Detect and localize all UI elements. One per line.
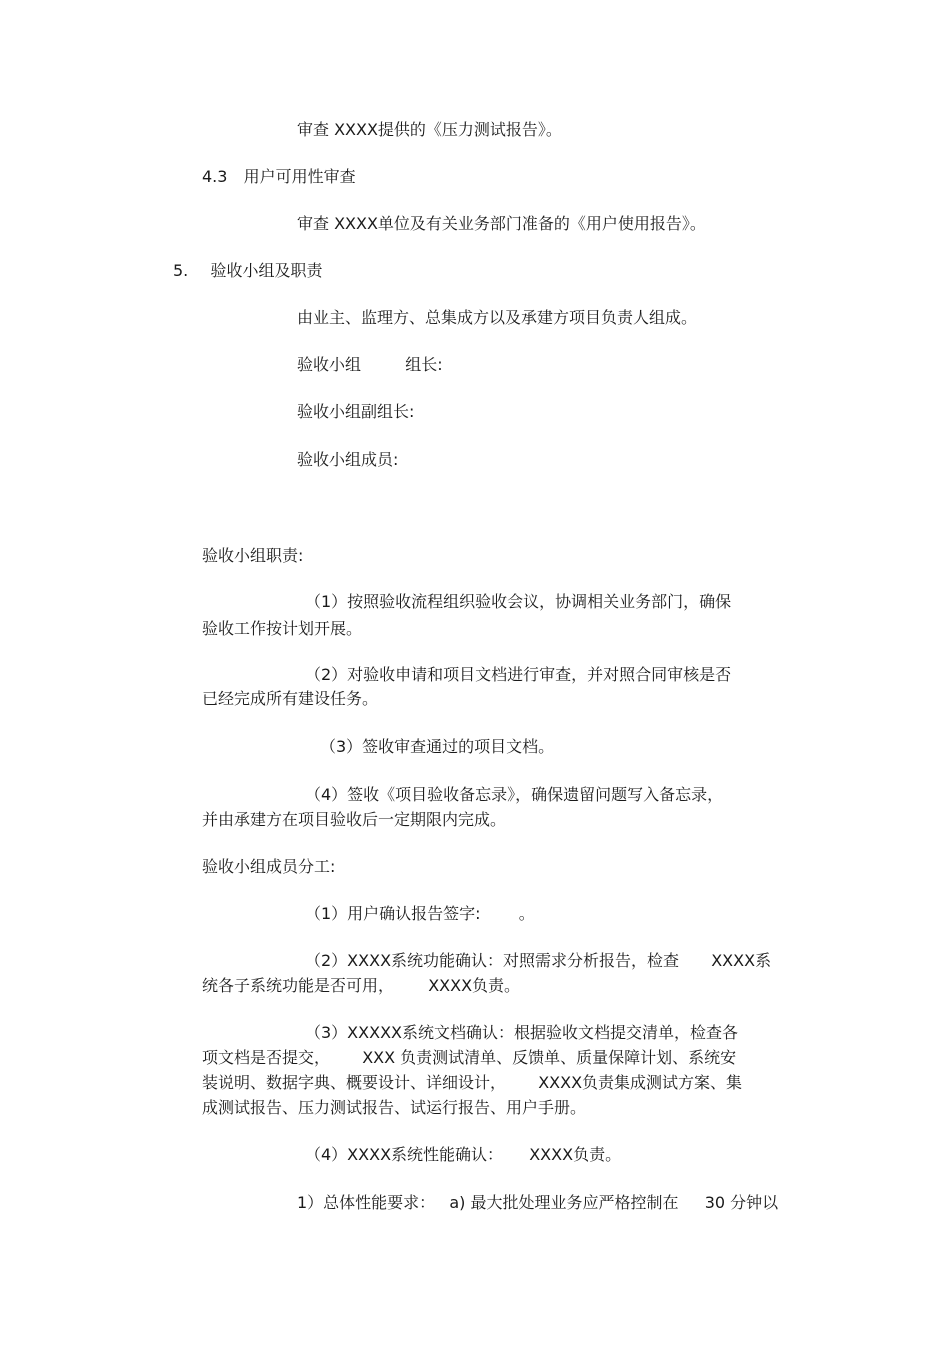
duty-item-3: （3）签收审查通过的项目文档。 [320,737,555,756]
requirement-text-continued: 30 分钟以 [704,1193,779,1212]
assignment-item-3-line-3 [202,1073,742,1093]
assignment-end-mark: 。 [518,904,535,923]
assignment-text: 项文档是否提交， [202,1048,331,1067]
section-number: 5. [173,261,189,280]
heading-member-assignments: 验收小组成员分工: [202,857,336,876]
duty-item-1-line-1: （1）按照验收流程组织验收会议，协调相关业务部门，确保 [305,592,732,611]
assignment-text-continued: XXXX负责集成测试方案、集 [538,1073,743,1092]
field-label: 组长: [405,355,443,374]
assignment-item-1 [305,904,535,924]
assignment-item-2-line-1 [305,951,771,971]
assignment-item-3-line-1: （3）XXXXX系统文档确认：根据验收文档提交清单，检查各 [305,1023,738,1042]
field-team-members: 验收小组成员: [297,450,399,469]
field-team-leader [297,355,443,375]
assignment-text: 装说明、数据字典、概要设计、详细设计， [202,1073,507,1092]
field-deputy-leader: 验收小组副组长: [297,402,415,421]
section-heading-5 [173,261,322,281]
assignment-text-continued: XXX 负责测试清单、反馈单、质量保障计划、系统安 [362,1048,737,1067]
assignment-text: （1）用户确认报告签字: [305,904,481,923]
assignment-item-4 [305,1145,621,1165]
paragraph-user-report-review: 审查 XXXX单位及有关业务部门准备的《用户使用报告》。 [297,214,706,233]
assignment-text-continued: XXXX系 [711,951,772,970]
section-title: 验收小组及职责 [210,261,323,280]
requirement-text: a) 最大批处理业务应严格控制在 [449,1193,679,1212]
assignment-text: 统各子系统功能是否可用， [202,976,395,995]
assignment-responsible: XXXX负责。 [428,976,521,995]
assignment-text: （4）XXXX系统性能确认： [305,1145,504,1164]
assignment-item-3-line-2 [202,1048,736,1068]
assignment-item-2-line-2 [202,976,520,996]
section-title: 用户可用性审查 [243,167,356,186]
duty-item-4-line-2: 并由承建方在项目验收后一定期限内完成。 [202,810,507,829]
duty-item-1-line-2: 验收工作按计划开展。 [202,619,363,638]
field-label-prefix: 验收小组 [297,355,362,374]
assignment-responsible: XXXX负责。 [529,1145,622,1164]
assignment-item-3-line-4: 成测试报告、压力测试报告、试运行报告、用户手册。 [202,1098,587,1117]
section-number: 4.3 [202,167,228,186]
duty-item-2-line-2: 已经完成所有建设任务。 [202,689,379,708]
section-heading-4-3 [202,167,356,187]
duty-item-4-line-1: （4）签收《项目验收备忘录》，确保遗留问题写入备忘录， [305,785,724,804]
duty-item-2-line-1: （2）对验收申请和项目文档进行审查，并对照合同审核是否 [305,665,732,684]
heading-team-duties: 验收小组职责: [202,546,304,565]
paragraph-stress-test-review: 审查 XXXX提供的《压力测试报告》。 [297,120,562,139]
requirement-label: 1）总体性能要求： [297,1193,436,1212]
performance-requirement-1 [297,1193,778,1213]
assignment-text: （2）XXXX系统功能确认：对照需求分析报告，检查 [305,951,680,970]
paragraph-team-composition: 由业主、监理方、总集成方以及承建方项目负责人组成。 [297,308,698,327]
